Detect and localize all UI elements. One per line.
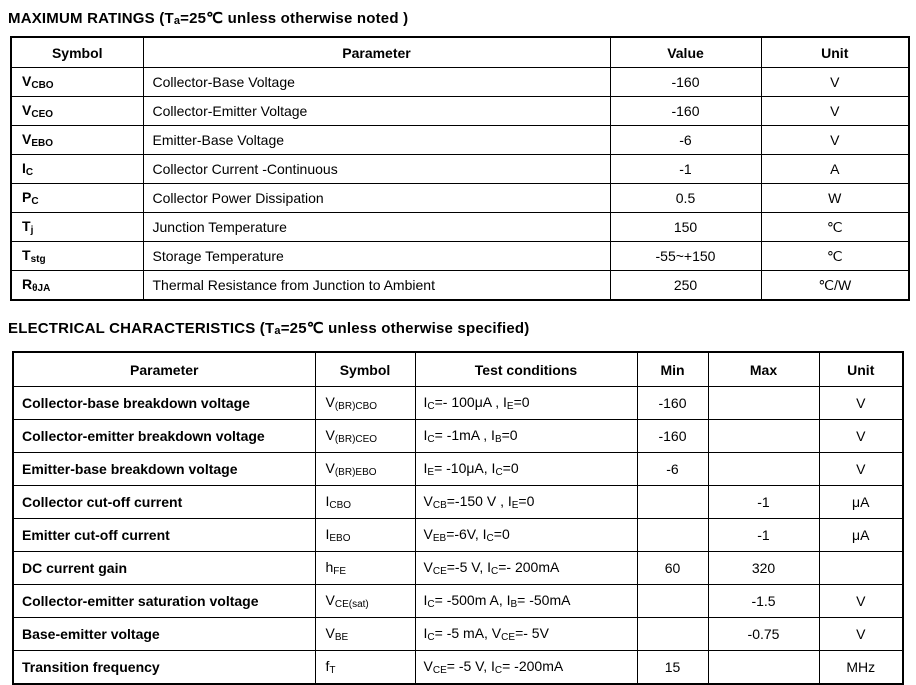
max-cell: -1	[708, 519, 819, 552]
parameter-cell: Collector cut-off current	[13, 486, 315, 519]
parameter-cell: Collector-emitter breakdown voltage	[13, 420, 315, 453]
max-ratings-title: MAXIMUM RATINGS (Ta=25℃ unless otherwise noted )	[8, 10, 409, 27]
table-row	[13, 519, 903, 552]
min-cell: 15	[637, 651, 708, 685]
parameter-cell: Collector-emitter saturation voltage	[13, 585, 315, 618]
col-header-min: Min	[637, 352, 708, 387]
unit-cell: ℃	[761, 242, 909, 271]
electrical-characteristics-table	[12, 351, 904, 685]
symbol-cell: fT	[315, 651, 415, 685]
unit-cell: V	[819, 387, 903, 420]
symbol-cell: V(BR)EBO	[315, 453, 415, 486]
table-row	[13, 420, 903, 453]
min-cell: 60	[637, 552, 708, 585]
value-cell: -55~+150	[610, 242, 761, 271]
parameter-cell: Transition frequency	[13, 651, 315, 685]
parameter-cell: Emitter cut-off current	[13, 519, 315, 552]
symbol-cell: VBE	[315, 618, 415, 651]
col-header-symbol: Symbol	[11, 37, 143, 68]
min-cell: -6	[637, 453, 708, 486]
unit-cell: V	[819, 618, 903, 651]
max-cell	[708, 387, 819, 420]
max-cell: 320	[708, 552, 819, 585]
table-row	[13, 585, 903, 618]
parameter-cell: Junction Temperature	[143, 213, 610, 242]
unit-cell: ℃/W	[761, 271, 909, 301]
table-row	[11, 126, 909, 155]
col-header-parameter: Parameter	[13, 352, 315, 387]
parameter-cell: Emitter-base breakdown voltage	[13, 453, 315, 486]
symbol-cell: Tstg	[11, 242, 143, 271]
unit-cell: MHz	[819, 651, 903, 685]
test-conditions-cell: IC= -5 mA, VCE=- 5V	[415, 618, 637, 651]
table-row	[13, 387, 903, 420]
parameter-cell: Collector-Emitter Voltage	[143, 97, 610, 126]
unit-cell: μA	[819, 486, 903, 519]
max-cell: -0.75	[708, 618, 819, 651]
max-cell: -1.5	[708, 585, 819, 618]
test-conditions-cell: VEB=-6V, IC=0	[415, 519, 637, 552]
col-header-test-conditions: Test conditions	[415, 352, 637, 387]
test-conditions-cell: IE= -10μA, IC=0	[415, 453, 637, 486]
value-cell: 250	[610, 271, 761, 301]
col-header-parameter: Parameter	[143, 37, 610, 68]
col-header-unit: Unit	[761, 37, 909, 68]
col-header-unit: Unit	[819, 352, 903, 387]
table-row	[11, 271, 909, 301]
unit-cell: V	[819, 585, 903, 618]
unit-cell: V	[819, 420, 903, 453]
table-row	[11, 184, 909, 213]
parameter-cell: Collector Current -Continuous	[143, 155, 610, 184]
table-row	[13, 618, 903, 651]
table-row	[13, 651, 903, 685]
symbol-cell: VCE(sat)	[315, 585, 415, 618]
unit-cell: V	[761, 97, 909, 126]
table-row	[11, 97, 909, 126]
value-cell: 150	[610, 213, 761, 242]
unit-cell: μA	[819, 519, 903, 552]
symbol-cell: V(BR)CBO	[315, 387, 415, 420]
symbol-cell: RθJA	[11, 271, 143, 301]
electrical-header-row	[13, 352, 903, 387]
symbol-cell: ICBO	[315, 486, 415, 519]
value-cell: -6	[610, 126, 761, 155]
unit-cell: V	[819, 453, 903, 486]
symbol-cell: VCEO	[11, 97, 143, 126]
symbol-cell: VEBO	[11, 126, 143, 155]
test-conditions-cell: VCE=-5 V, IC=- 200mA	[415, 552, 637, 585]
symbol-cell: IEBO	[315, 519, 415, 552]
max-cell	[708, 453, 819, 486]
value-cell: -160	[610, 97, 761, 126]
max-ratings-header-row	[11, 37, 909, 68]
min-cell: -160	[637, 387, 708, 420]
parameter-cell: Collector-base breakdown voltage	[13, 387, 315, 420]
parameter-cell: DC current gain	[13, 552, 315, 585]
parameter-cell: Storage Temperature	[143, 242, 610, 271]
table-row	[13, 486, 903, 519]
symbol-cell: VCBO	[11, 68, 143, 97]
max-ratings-table	[10, 36, 910, 301]
symbol-cell: IC	[11, 155, 143, 184]
table-row	[11, 242, 909, 271]
value-cell: -1	[610, 155, 761, 184]
min-cell: -160	[637, 420, 708, 453]
electrical-characteristics-title: ELECTRICAL CHARACTERISTICS (Ta=25℃ unless otherwise specified)	[8, 320, 530, 337]
symbol-cell: V(BR)CEO	[315, 420, 415, 453]
symbol-cell: hFE	[315, 552, 415, 585]
max-cell	[708, 420, 819, 453]
table-row	[11, 213, 909, 242]
parameter-cell: Collector-Base Voltage	[143, 68, 610, 97]
col-header-symbol: Symbol	[315, 352, 415, 387]
symbol-cell: PC	[11, 184, 143, 213]
test-conditions-cell: IC= -1mA , IB=0	[415, 420, 637, 453]
parameter-cell: Thermal Resistance from Junction to Ambient	[143, 271, 610, 301]
symbol-cell: Tj	[11, 213, 143, 242]
unit-cell: W	[761, 184, 909, 213]
parameter-cell: Collector Power Dissipation	[143, 184, 610, 213]
min-cell	[637, 486, 708, 519]
col-header-value: Value	[610, 37, 761, 68]
test-conditions-cell: IC= -500m A, IB= -50mA	[415, 585, 637, 618]
unit-cell: A	[761, 155, 909, 184]
unit-cell: V	[761, 68, 909, 97]
min-cell	[637, 585, 708, 618]
unit-cell	[819, 552, 903, 585]
min-cell	[637, 618, 708, 651]
table-row	[13, 552, 903, 585]
min-cell	[637, 519, 708, 552]
table-row	[11, 68, 909, 97]
table-row	[13, 453, 903, 486]
max-cell: -1	[708, 486, 819, 519]
table-row	[11, 155, 909, 184]
parameter-cell: Emitter-Base Voltage	[143, 126, 610, 155]
parameter-cell: Base-emitter voltage	[13, 618, 315, 651]
col-header-max: Max	[708, 352, 819, 387]
value-cell: -160	[610, 68, 761, 97]
test-conditions-cell: VCE= -5 V, IC= -200mA	[415, 651, 637, 685]
unit-cell: ℃	[761, 213, 909, 242]
unit-cell: V	[761, 126, 909, 155]
test-conditions-cell: IC=- 100μA , IE=0	[415, 387, 637, 420]
max-cell	[708, 651, 819, 685]
test-conditions-cell: VCB=-150 V , IE=0	[415, 486, 637, 519]
value-cell: 0.5	[610, 184, 761, 213]
